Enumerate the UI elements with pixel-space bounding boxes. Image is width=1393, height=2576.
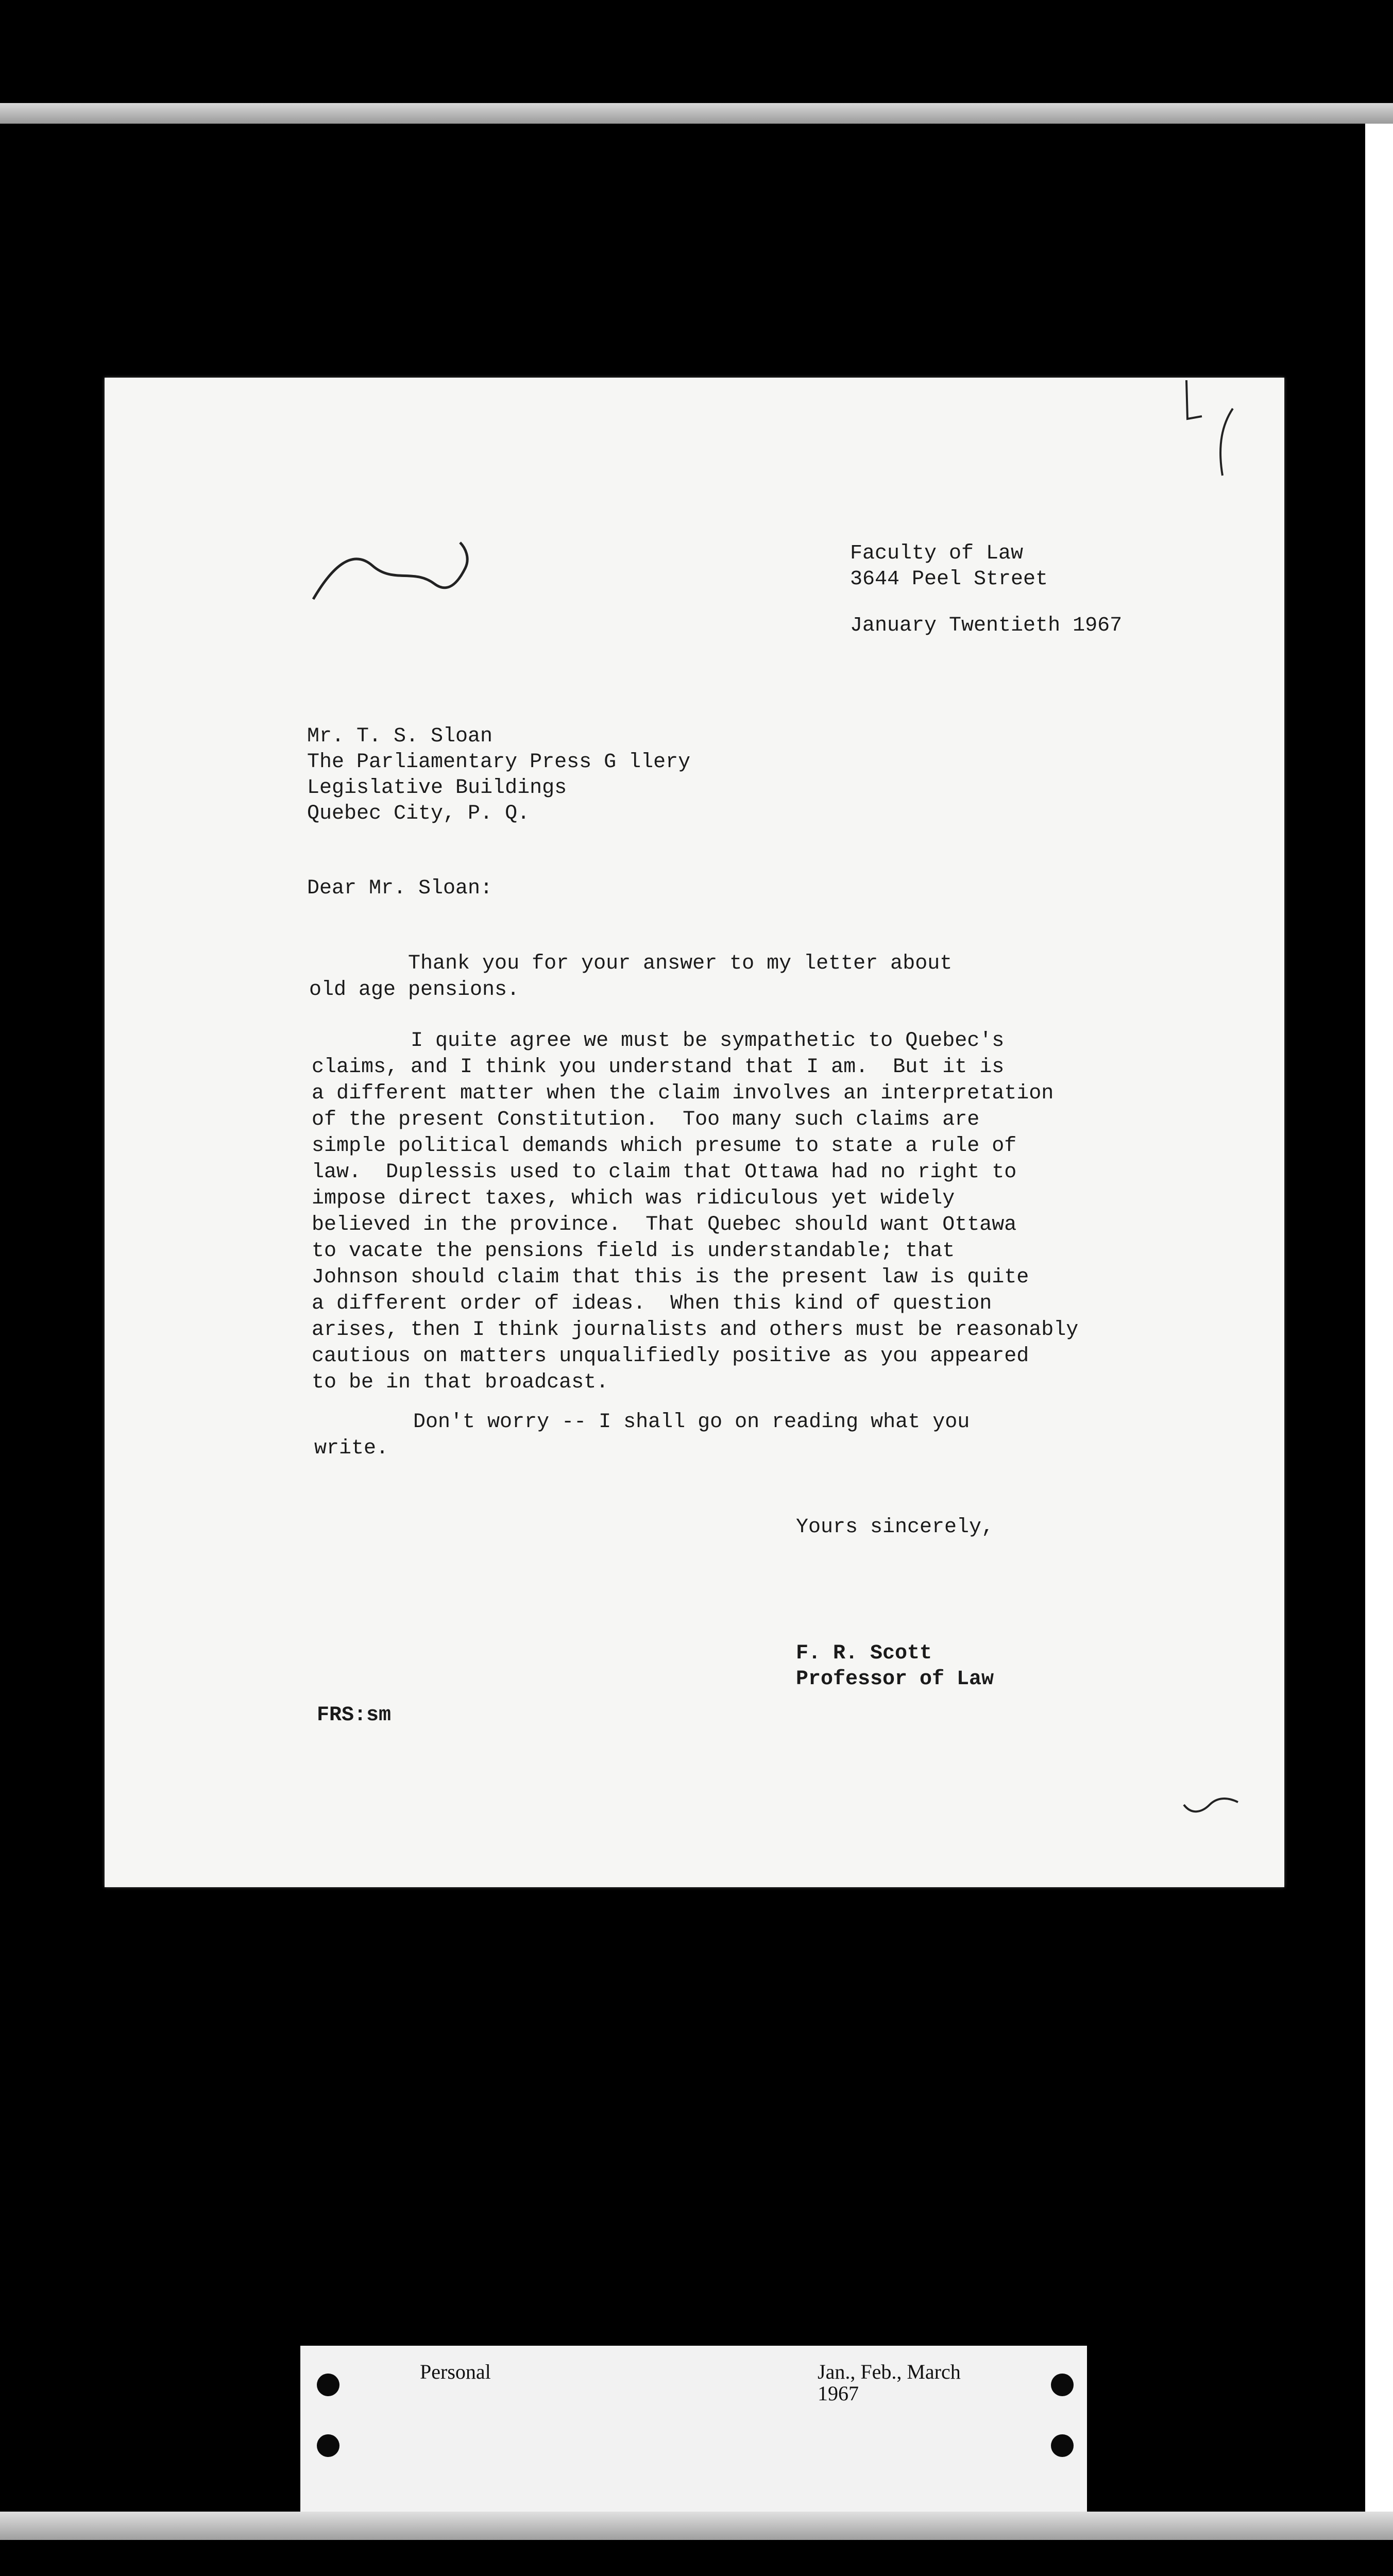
recipient-organization: The Parliamentary Press G llery (307, 751, 691, 774)
paragraph-line: Don't worry -- I shall go on reading what you (314, 1411, 970, 1434)
paragraph-line: believed in the province. That Quebec should want Ottawa (312, 1213, 1017, 1236)
handwritten-corner-mark (1156, 378, 1238, 481)
paragraph-line: to vacate the pensions field is understandable; that (312, 1240, 955, 1263)
letterhead-line-2: 3644 Peel Street (850, 568, 1048, 591)
punch-hole (317, 2434, 339, 2457)
paragraph-line: Johnson should claim that this is the present law is quite (312, 1266, 1029, 1289)
paragraph-line: of the present Constitution. Too many such claims are (312, 1108, 980, 1131)
archive-index-card (300, 2346, 1087, 2512)
paragraph-line: write. (314, 1437, 389, 1460)
paragraph-line: I quite agree we must be sympathetic to Quebec's (312, 1029, 1005, 1053)
recipient-name: Mr. T. S. Sloan (307, 725, 493, 748)
paragraph-1 (309, 951, 952, 1003)
closing: Yours sincerely, (796, 1516, 994, 1539)
paragraph-line: to be in that broadcast. (312, 1371, 609, 1394)
film-top-border (0, 0, 1393, 103)
paragraph-line: law. Duplessis used to claim that Ottawa had no right to (312, 1161, 1017, 1184)
punch-hole (1051, 2374, 1074, 2396)
card-label-year: 1967 (818, 2382, 859, 2405)
punch-hole (1051, 2434, 1074, 2457)
card-label-period: Jan., Feb., March (818, 2360, 961, 2383)
recipient-city: Quebec City, P. Q. (307, 802, 530, 825)
letter-date: January Twentieth 1967 (850, 614, 1123, 637)
paragraph-line: impose direct taxes, which was ridiculous yet widely (312, 1187, 955, 1210)
paragraph-line: a different matter when the claim involves an interpretation (312, 1082, 1054, 1105)
handwritten-check-mark (1181, 1789, 1243, 1820)
paragraph-line: Thank you for your answer to my letter about (309, 952, 953, 975)
signature-name: F. R. Scott (796, 1642, 932, 1665)
paragraph-line: a different order of ideas. When this kind of question (312, 1292, 992, 1315)
typist-initials: FRS:sm (317, 1704, 392, 1727)
paragraph-line: old age pensions. (309, 978, 520, 1002)
paragraph-3 (314, 1409, 970, 1462)
signature-title: Professor of Law (796, 1668, 994, 1691)
paragraph-line: arises, then I think journalists and others must be reasonably (312, 1318, 1079, 1342)
film-bottom-strip (0, 2512, 1393, 2540)
paragraph-line: claims, and I think you understand that I am. But it is (312, 1056, 1005, 1079)
film-bottom-border (0, 2540, 1393, 2576)
punch-hole (317, 2374, 339, 2396)
card-label-personal: Personal (420, 2360, 491, 2383)
letterhead-line-1: Faculty of Law (850, 542, 1024, 565)
salutation: Dear Mr. Sloan: (307, 877, 493, 900)
paragraph-line: cautious on matters unqualifiedly positive as you appeared (312, 1345, 1029, 1368)
film-right-edge (1365, 124, 1393, 2576)
letter-page (105, 378, 1284, 1887)
paragraph-2 (312, 1028, 1078, 1396)
recipient-building: Legislative Buildings (307, 776, 567, 800)
film-top-strip (0, 103, 1393, 124)
handwritten-squiggle-mark (311, 537, 486, 604)
paragraph-line: simple political demands which presume to state a rule of (312, 1134, 1017, 1158)
